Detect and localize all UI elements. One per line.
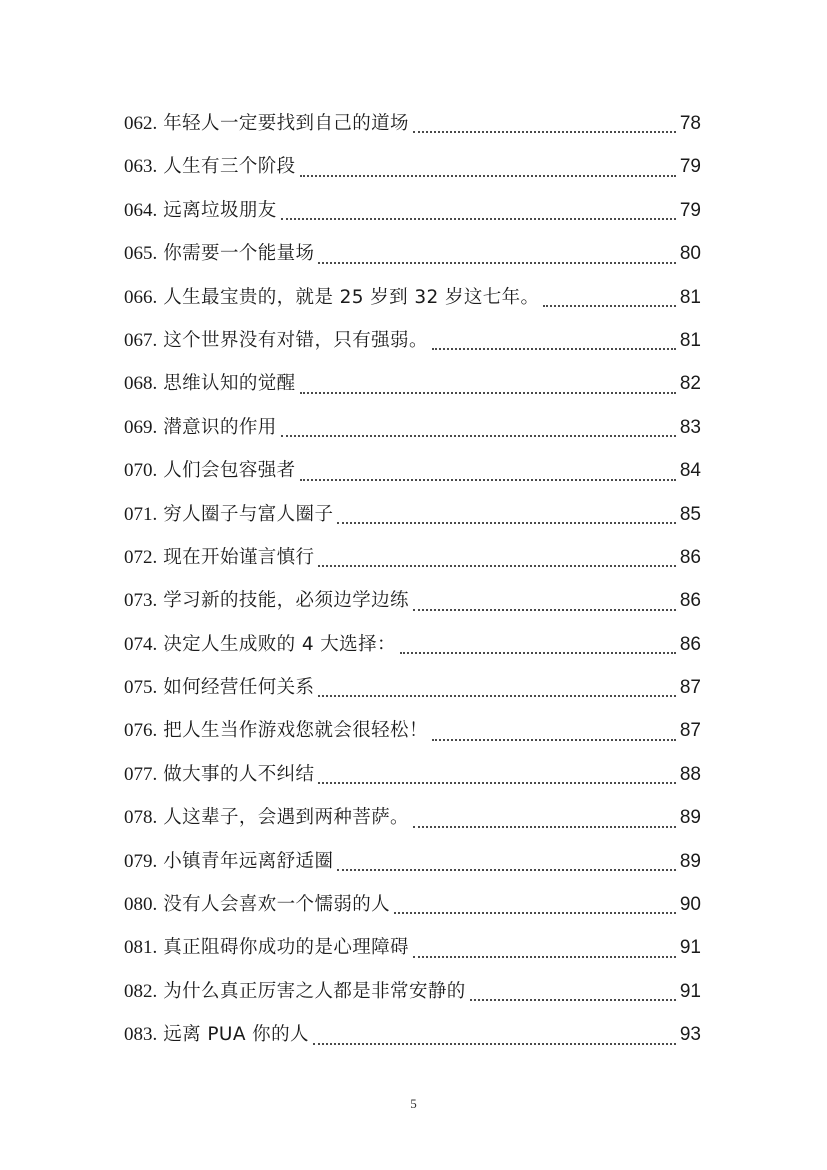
toc-entry-number: 080. — [124, 894, 158, 916]
toc-entry-page: 90 — [679, 894, 701, 916]
toc-entry[interactable] — [124, 1013, 701, 1056]
toc-entry[interactable] — [124, 753, 701, 796]
dot-leader — [281, 435, 676, 437]
toc-entry-number: 072. — [124, 546, 158, 568]
dot-leader — [432, 348, 676, 350]
toc-entry-number: 071. — [124, 503, 158, 525]
toc-entry-page: 86 — [679, 546, 701, 568]
toc-entry-number: 083. — [124, 1024, 158, 1046]
toc-entry-number: 078. — [124, 807, 158, 829]
toc-entry-title: 思维认知的觉醒 — [163, 373, 296, 395]
toc-entry[interactable] — [124, 926, 701, 969]
dot-leader — [413, 826, 676, 828]
toc-entry-page: 93 — [679, 1024, 701, 1046]
dot-leader — [413, 609, 676, 611]
toc-entry-page: 83 — [679, 416, 701, 438]
toc-entry-title: 人生最宝贵的，就是 25 岁到 32 岁这七年。 — [163, 286, 540, 308]
dot-leader — [470, 999, 676, 1001]
toc-entry-number: 065. — [124, 243, 158, 265]
dot-leader — [318, 782, 676, 784]
dot-leader — [543, 305, 676, 307]
toc-entry[interactable] — [124, 840, 701, 883]
toc-entry-page: 86 — [679, 633, 701, 655]
toc-entry-number: 070. — [124, 460, 158, 482]
dot-leader — [318, 262, 676, 264]
toc-entry-number: 068. — [124, 373, 158, 395]
toc-entry-page: 86 — [679, 590, 701, 612]
toc-entry-number: 069. — [124, 416, 158, 438]
toc-entry-title: 真正阻碍你成功的是心理障碍 — [163, 937, 409, 959]
dot-leader — [313, 1043, 676, 1045]
toc-entry-number: 074. — [124, 633, 158, 655]
toc-entry-title: 穷人圈子与富人圈子 — [163, 503, 334, 525]
dot-leader — [300, 392, 676, 394]
toc-entry-title: 人这辈子，会遇到两种菩萨。 — [163, 807, 409, 829]
toc-entry-title: 学习新的技能，必须边学边练 — [163, 590, 409, 612]
toc-entry[interactable] — [124, 666, 701, 709]
toc-entry-page: 91 — [679, 980, 701, 1002]
toc-entry-title: 人生有三个阶段 — [163, 156, 296, 178]
toc-entry-title: 远离垃圾朋友 — [163, 199, 277, 221]
toc-entry-title: 年轻人一定要找到自己的道场 — [163, 112, 409, 134]
toc-entry-page: 87 — [679, 720, 701, 742]
toc-entry-title: 远离 PUA 你的人 — [163, 1024, 309, 1046]
dot-leader — [413, 131, 676, 133]
toc-entry-number: 073. — [124, 590, 158, 612]
dot-leader — [413, 956, 676, 958]
toc-entry-page: 82 — [679, 373, 701, 395]
dot-leader — [318, 565, 676, 567]
toc-entry-number: 079. — [124, 850, 158, 872]
toc-entry[interactable] — [124, 796, 701, 839]
page-number: 5 — [410, 1096, 417, 1111]
toc-entry-page: 85 — [679, 503, 701, 525]
toc-entry[interactable] — [124, 189, 701, 232]
dot-leader — [394, 912, 676, 914]
toc-entry-page: 84 — [679, 460, 701, 482]
toc-entry[interactable] — [124, 102, 701, 145]
toc-entry-title: 现在开始谨言慎行 — [163, 546, 315, 568]
toc-entry[interactable] — [124, 232, 701, 275]
toc-entry-title: 做大事的人不纠结 — [163, 763, 315, 785]
toc-entry-number: 076. — [124, 720, 158, 742]
toc-entry-page: 89 — [679, 850, 701, 872]
dot-leader — [300, 175, 676, 177]
toc-entry-page: 81 — [679, 286, 701, 308]
toc-entry[interactable] — [124, 276, 701, 319]
toc-entry[interactable] — [124, 362, 701, 405]
dot-leader — [337, 869, 676, 871]
toc-entry-page: 88 — [679, 763, 701, 785]
toc-entry-page: 81 — [679, 329, 701, 351]
toc-entry[interactable] — [124, 319, 701, 362]
toc-entry-page: 79 — [679, 199, 701, 221]
toc-entry-number: 081. — [124, 937, 158, 959]
toc-entry-number: 062. — [124, 112, 158, 134]
toc-entry[interactable] — [124, 493, 701, 536]
toc-entry-page: 79 — [679, 156, 701, 178]
toc-entry-title: 小镇青年远离舒适圈 — [163, 850, 334, 872]
dot-leader — [281, 218, 676, 220]
dot-leader — [337, 522, 676, 524]
toc-entry-page: 87 — [679, 677, 701, 699]
toc-entry-number: 075. — [124, 677, 158, 699]
table-of-contents — [124, 102, 701, 1057]
toc-entry-number: 067. — [124, 329, 158, 351]
toc-entry[interactable] — [124, 536, 701, 579]
toc-entry[interactable] — [124, 709, 701, 752]
toc-entry-title: 把人生当作游戏您就会很轻松！ — [163, 720, 428, 742]
toc-entry-page: 89 — [679, 807, 701, 829]
toc-entry-title: 潜意识的作用 — [163, 416, 277, 438]
toc-entry-number: 066. — [124, 286, 158, 308]
toc-entry[interactable] — [124, 449, 701, 492]
toc-entry-page: 80 — [679, 243, 701, 265]
toc-entry[interactable] — [124, 579, 701, 622]
toc-entry[interactable] — [124, 970, 701, 1013]
toc-entry-title: 没有人会喜欢一个懦弱的人 — [163, 894, 391, 916]
toc-entry-title: 决定人生成败的 4 大选择： — [163, 633, 396, 655]
toc-entry-number: 063. — [124, 156, 158, 178]
toc-entry[interactable] — [124, 623, 701, 666]
toc-entry-page: 91 — [679, 937, 701, 959]
toc-entry-title: 如何经营任何关系 — [163, 677, 315, 699]
toc-entry-number: 064. — [124, 199, 158, 221]
dot-leader — [432, 739, 676, 741]
toc-entry-number: 082. — [124, 980, 158, 1002]
toc-entry-title: 为什么真正厉害之人都是非常安静的 — [163, 980, 466, 1002]
toc-entry-page: 78 — [679, 112, 701, 134]
toc-entry-title: 这个世界没有对错，只有强弱。 — [163, 329, 428, 351]
dot-leader — [400, 652, 676, 654]
toc-entry[interactable] — [124, 883, 701, 926]
toc-entry[interactable] — [124, 406, 701, 449]
toc-entry-title: 你需要一个能量场 — [163, 243, 315, 265]
toc-entry-title: 人们会包容强者 — [163, 460, 296, 482]
toc-entry[interactable] — [124, 145, 701, 188]
toc-entry-number: 077. — [124, 763, 158, 785]
dot-leader — [318, 695, 676, 697]
dot-leader — [300, 479, 676, 481]
